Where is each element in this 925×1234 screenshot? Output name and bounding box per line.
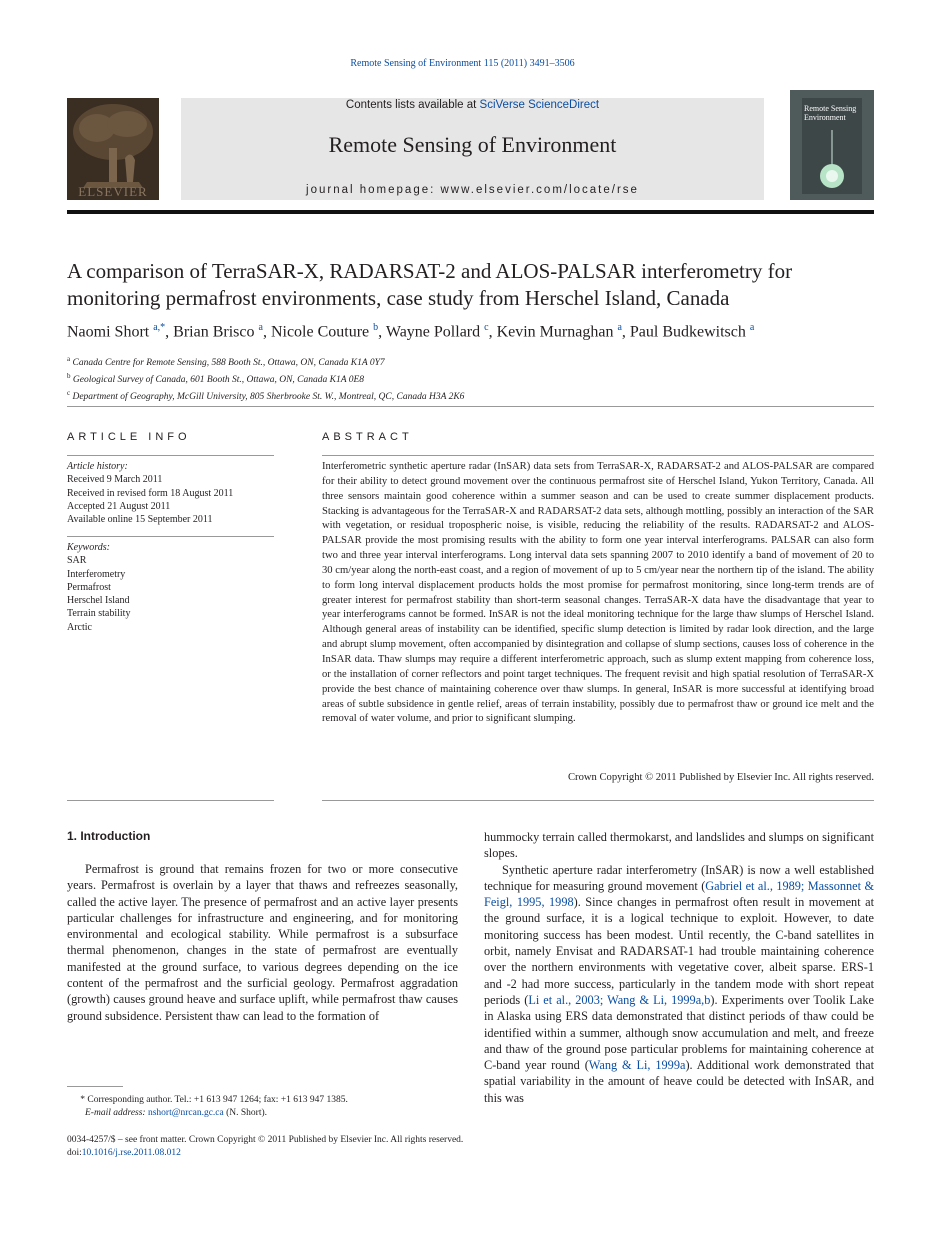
divider — [322, 455, 874, 456]
email-link[interactable]: nshort@nrcan.gc.ca — [147, 1108, 224, 1118]
citation-link[interactable]: Wang & Li, 1999a — [588, 1058, 686, 1073]
body-column-right — [484, 829, 874, 1106]
abstract-text: Interferometric synthetic aperture radar (InSAR) data sets from TerraSAR-X, RADARSAT-2 and ALOS-PALSAR are compared for their ability to detect ground movement over the continuous permafrost site of Herschel Island, Yukon Territory, Canada. All three sensors maintain good coherence within a summer season and can be used to create summer displacement products. Stacking is advantageous for the TerraSAR-X and RADARSAT-2 data sets, although mottling, possibly an interaction of the SAR with vegetation, or residual tropospheric noise, is visible, reducing the reliability of the results. RADARSAT-2 and ALOS-PALSAR provide the most promising results with the ability to form one year interval interferograms. PALSAR can also form two and three year interval interferograms. Long interval data sets spanning 2007 to 2010 identify a band of movement of 20 to 30 cm/year along the north-east coast, and a region of movement of up to 5 cm/year near the northern tip of the island. The ability to form long interval displacement products holds the most promise for permafrost monitoring, since long-term trends are of greater interest for permafrost stability than short-term seasonal changes. TerraSAR-X data have the disadvantage that year to year interferograms cannot be formed. InSAR is not the ideal monitoring technique for the large thaw slumps of Herschel Island. Although general areas of instability can be identified, specific slump detection is limited by radar look direction, and the large and abrupt slump movement, often accompanied by disintegration and collapse of slump sections, causes loss of coherence in the InSAR data. Thaw slumps may require a different interferometric approach, such as slump extent mapping from coherence loss, or the installation of corner reflectors and point target techniques. The frequent revisit and high spatial resolution of TerraSAR-X provide the best chance of maintaining coherence over thaw slumps. In general, InSAR is more successful at identifying broad areas of subtle subsidence in gentle relief, areas of terrain instability, possibly due to permafrost thaw or ground ice melt and the removal of water volume, and prior to significant slumping. — [322, 461, 874, 725]
email-line — [67, 1107, 458, 1120]
elsevier-logo-text: ELSEVIER — [78, 184, 148, 199]
footnote-text: Corresponding author. Tel.: +1 613 947 1264; fax: +1 613 947 1385. — [87, 1095, 348, 1105]
divider — [67, 455, 274, 456]
doi-link[interactable]: 10.1016/j.rse.2011.08.012 — [81, 1148, 181, 1158]
revised-date: Received in revised form 18 August 2011 — [67, 487, 234, 499]
author: Naomi Short — [67, 323, 150, 341]
author-affiliation-marker[interactable]: a,* — [153, 322, 166, 333]
keyword: SAR — [67, 555, 87, 567]
paragraph-text: ). Additional work demonstrated that spatial variability in the amount of heave could be detected with InSAR, and this was — [484, 1058, 875, 1105]
affiliation-marker: c — [67, 389, 71, 398]
footnote — [67, 1094, 458, 1120]
divider — [67, 800, 274, 801]
section-heading-introduction: 1. Introduction — [67, 829, 151, 843]
author-separator: , — [621, 323, 630, 341]
article-info-heading: ARTICLE INFO — [67, 431, 191, 443]
affiliation-text: Canada Centre for Remote Sensing, 588 Booth St., Ottawa, ON, Canada K1A 0Y7 — [72, 358, 385, 369]
author-affiliation-marker[interactable]: a — [258, 322, 263, 333]
author-affiliation-marker[interactable]: a — [749, 322, 755, 333]
paragraph: hummocky terrain called thermokarst, and landslides and slumps on significant slopes. — [484, 830, 874, 861]
affiliation — [67, 353, 874, 370]
affiliations — [67, 353, 874, 404]
affiliation — [67, 387, 874, 404]
author: Kevin Murnaghan — [496, 323, 614, 341]
divider — [322, 800, 874, 801]
article-title — [67, 258, 874, 312]
footnote-marker: * — [80, 1095, 85, 1105]
header-rule — [67, 210, 874, 214]
keyword: Interferometry — [67, 568, 126, 580]
cover-title: Remote Sensing Environment — [804, 104, 857, 122]
affiliation — [67, 370, 874, 387]
corresponding-author — [67, 1094, 458, 1107]
accepted-date: Accepted 21 August 2011 — [67, 500, 171, 512]
paragraph-text: ). Since changes in permafrost often result in movement at the ground surface, it is a logical technique to exploit. However, to date monitoring success has been modest. Until recently, the C-band satellites in orbit, namely Envisat and RADARSAT-1 had trouble maintaining coherence over the northern environments with vegetative cover, albeit sparse. ERS-1 and -2 had more success, particularly in the tandem mode with short repeat periods ( — [484, 895, 874, 1007]
author-affiliation-marker[interactable]: c — [484, 322, 489, 333]
author-separator: , — [165, 323, 174, 341]
affiliation-text: Geological Survey of Canada, 601 Booth St., Ottawa, ON, Canada K1A 0E8 — [72, 375, 365, 386]
divider — [67, 536, 274, 537]
received-date: Received 9 March 2011 — [67, 474, 163, 486]
article-history — [67, 460, 274, 526]
author-separator: , — [488, 323, 497, 341]
front-matter — [67, 1134, 667, 1160]
contents-prefix: Contents lists available at — [345, 99, 480, 111]
journal-homepage[interactable]: journal homepage: www.elsevier.com/locate/rse — [306, 184, 639, 196]
author-list — [67, 322, 874, 341]
elsevier-logo[interactable] — [67, 98, 159, 200]
abstract-heading: ABSTRACT — [322, 431, 413, 443]
paragraph: Permafrost is ground that remains frozen for two or more consecutive years. Permafrost is overlain by a layer that thaws and refreezes seasonally, called the active layer. The presence of permafrost and an active layer presents particular challenges for infrastructure and engineering, and for monitoring environmental and ecological stability. While permafrost is a subsurface thermal phenomenon, changes in the state of permafrost are eventually manifested at the ground surface, to various degrees depending on the ice content of the permafrost and the surficial geology. Permafrost aggradation (growth) causes ground heave and surface uplift, while permafrost thaw causes ground subsidence. Persistent thaw can lead to the formation of — [67, 862, 458, 1023]
article-title-line-1: A comparison of TerraSAR-X, RADARSAT-2 and ALOS-PALSAR interferometry for — [67, 259, 793, 283]
author: Brian Brisco — [173, 323, 255, 341]
author-separator: , — [378, 323, 386, 341]
email-label: E-mail address: — [85, 1108, 146, 1118]
keywords-label: Keywords: — [67, 542, 110, 553]
abstract-copyright: Crown Copyright © 2011 Published by Elsevier Inc. All rights reserved. — [567, 772, 874, 783]
keyword: Terrain stability — [67, 608, 131, 620]
paragraph-text: Synthetic aperture radar interferometry (InSAR) is now a well established technique for measuring ground movement ( — [484, 862, 874, 893]
keywords — [67, 541, 274, 634]
article-title-line-2: monitoring permafrost environments, case study from Herschel Island, Canada — [67, 286, 730, 310]
divider — [67, 406, 874, 407]
affiliation-marker: b — [67, 372, 71, 381]
author: Paul Budkewitsch — [629, 323, 746, 341]
affiliation-text: Department of Geography, McGill University, 805 Sherbrooke St. W., Montreal, QC, Canada H3A 2K6 — [72, 392, 465, 403]
online-date: Available online 15 September 2011 — [67, 514, 213, 526]
journal-title: Remote Sensing of Environment — [328, 132, 617, 157]
citation-link[interactable]: Li et al., 2003; Wang & Li, 1999a,b — [528, 992, 711, 1007]
journal-banner — [181, 98, 764, 200]
affiliation-marker: a — [67, 355, 71, 363]
issn-line: 0034-4257/$ – see front matter. Crown Copyright © 2011 Published by Elsevier Inc. All rights reserved. — [67, 1135, 464, 1145]
keyword: Arctic — [67, 621, 92, 633]
paragraph — [484, 862, 874, 1106]
journal-cover-image[interactable] — [790, 90, 874, 200]
paragraph-text: ). Experiments over Toolik Lake in Alaska using ERS data demonstrated that distinct periods of thaw could be identified within a summer, although snow accumulation and melt, and freeze and thaw of the ground pose particular problems for maintaining coherence at C-band year round ( — [484, 992, 874, 1073]
citation-link[interactable]: Gabriel et al., 1989; Massonnet & Feigl, 1995, 1998 — [484, 878, 875, 910]
journal-citation[interactable]: Remote Sensing of Environment 115 (2011) 3491–3506 — [350, 58, 575, 69]
keyword: Herschel Island — [67, 595, 130, 607]
body-column-left — [67, 861, 458, 1024]
email-suffix: (N. Short). — [226, 1108, 268, 1118]
author: Nicole Couture — [270, 323, 370, 341]
doi-line — [67, 1147, 667, 1160]
history-label: Article history: — [67, 461, 128, 472]
doi-label: doi: — [67, 1148, 82, 1158]
footnote-rule — [67, 1086, 123, 1087]
author-affiliation-marker[interactable]: a — [617, 322, 622, 333]
sciencedirect-link[interactable]: SciVerse ScienceDirect — [479, 99, 600, 111]
contents-line — [181, 98, 764, 112]
author-separator: , — [262, 323, 271, 341]
author: Wayne Pollard — [385, 323, 481, 341]
author-affiliation-marker[interactable]: b — [373, 322, 379, 333]
keyword: Permafrost — [67, 581, 111, 593]
